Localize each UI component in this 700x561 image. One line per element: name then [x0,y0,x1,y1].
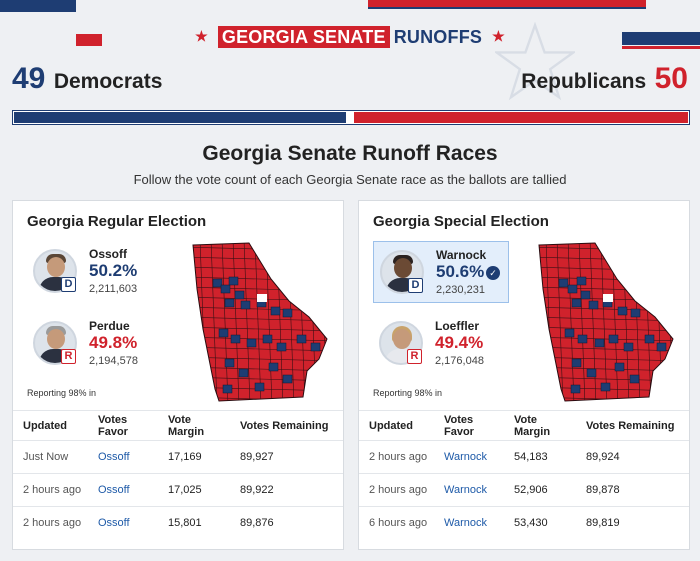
remaining-cell: 89,876 [240,517,274,529]
race-card-regular [12,200,344,550]
candidate-name: Perdue [89,319,130,333]
favor-cell[interactable]: Ossoff [98,517,130,529]
margin-cell: 52,906 [514,484,548,496]
candidate-percent: 49.4% [435,333,484,352]
table-row [359,440,689,473]
margin-cell: 54,183 [514,451,548,463]
updated-cell: 6 hours ago [369,517,428,529]
candidate-percent: 49.8% [89,333,138,352]
race-title: Georgia Special Election [373,213,549,230]
column-header: Updated [369,419,413,432]
remaining-cell: 89,927 [240,451,274,463]
remaining-cell: 89,878 [586,484,620,496]
updated-cell: Just Now [23,451,69,463]
column-header: Votes Favor [98,413,128,438]
dem-label: Democrats [53,70,163,93]
updates-table [359,410,689,539]
candidate-votes: 2,194,578 [89,355,138,367]
page-subtitle: Follow the vote count of each Georgia Senate race as the ballots are tallied [133,172,567,187]
rep-tally [521,62,688,96]
table-row [359,506,689,539]
favor-cell[interactable]: Ossoff [98,451,130,463]
seat-bar-rep [354,112,688,123]
party-badge: D [408,278,423,293]
star-icon: ★ [492,28,505,44]
party-badge: D [61,277,76,292]
favor-cell[interactable]: Warnock [444,451,487,463]
margin-cell: 17,025 [168,484,202,496]
county-map-special[interactable] [525,239,685,405]
candidate-ossoff[interactable] [27,241,163,303]
rep-seat-count: 50 [654,62,688,95]
remaining-cell: 89,924 [586,451,620,463]
seat-bar-dem [14,112,346,123]
race-card-special [358,200,690,550]
candidate-percent: 50.2% [89,261,138,280]
banner-title-blue: RUNOFFS [393,27,483,47]
rep-label: Republicans [521,70,647,93]
candidate-name: Ossoff [89,247,128,261]
column-header: Vote Margin [168,413,205,438]
seat-bar-undecided [346,112,354,123]
candidate-percent: 50.6% [436,262,485,281]
reporting-status: Reporting 98% in [27,388,97,398]
margin-cell: 53,430 [514,517,548,529]
table-row [13,506,343,539]
favor-cell[interactable]: Warnock [444,517,487,529]
dem-tally [12,62,162,96]
candidate-name: Warnock [436,248,487,262]
remaining-cell: 89,819 [586,517,620,529]
candidate-warnock[interactable] [373,241,509,303]
candidate-perdue[interactable] [27,313,163,375]
remaining-cell: 89,922 [240,484,274,496]
favor-cell[interactable]: Warnock [444,484,487,496]
table-header-row [359,410,689,440]
table-row [359,473,689,506]
star-icon: ★ [195,28,208,44]
column-header: Updated [23,419,67,432]
margin-cell: 15,801 [168,517,202,529]
dem-seat-count: 49 [12,62,46,95]
county-map-regular[interactable] [179,239,339,405]
page-title: Georgia Senate Runoff Races [202,142,498,165]
table-header-row [13,410,343,440]
candidate-votes: 2,176,048 [435,355,484,367]
table-row [13,473,343,506]
banner-title-red: GEORGIA SENATE [218,26,390,48]
banner-stripe [368,0,646,9]
seat-balance-bar [12,110,690,125]
margin-cell: 17,169 [168,451,202,463]
candidate-votes: 2,211,603 [89,283,138,295]
race-title: Georgia Regular Election [27,213,207,230]
party-badge: R [407,349,422,364]
candidate-name: Loeffler [435,319,480,333]
updated-cell: 2 hours ago [369,484,428,496]
column-header: Vote Margin [514,413,551,438]
column-header: Votes Remaining [586,419,675,432]
check-circle-icon: ✓ [486,266,500,280]
party-badge: R [61,349,76,364]
candidate-loeffler[interactable] [373,313,509,375]
favor-cell[interactable]: Ossoff [98,484,130,496]
candidate-votes: 2,230,231 [436,284,485,296]
page-banner-title [0,27,700,48]
updates-table [13,410,343,539]
column-header: Votes Remaining [240,419,329,432]
column-header: Votes Favor [444,413,474,438]
updated-cell: 2 hours ago [23,484,82,496]
banner-stripe [0,0,76,12]
reporting-status: Reporting 98% in [373,388,443,398]
updated-cell: 2 hours ago [23,517,82,529]
table-row [13,440,343,473]
updated-cell: 2 hours ago [369,451,428,463]
